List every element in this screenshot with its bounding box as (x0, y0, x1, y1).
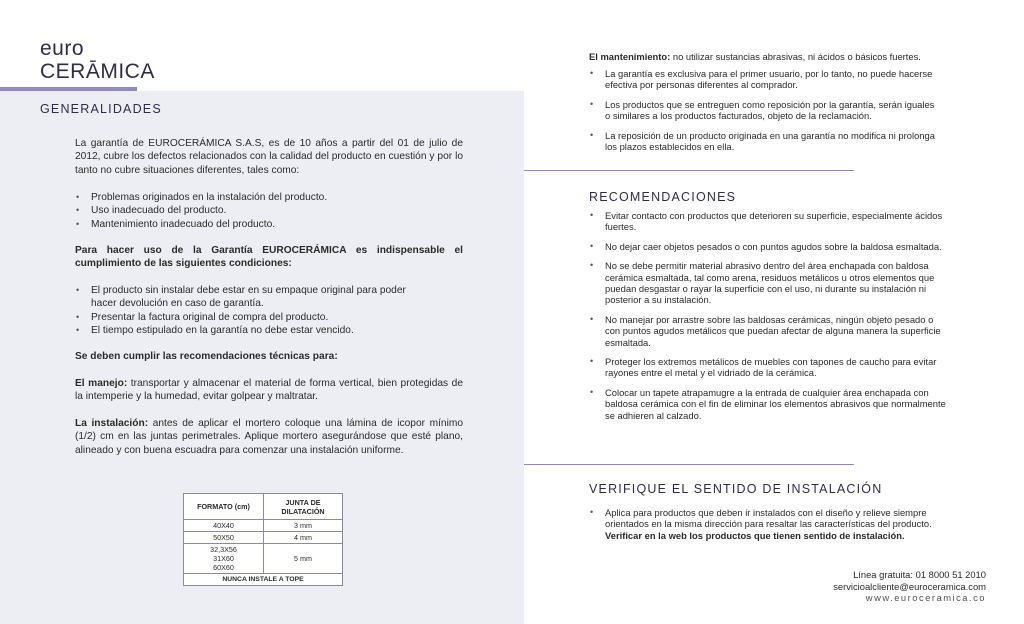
table-cell-formato: 50X50 (184, 532, 264, 544)
list-item: • El tiempo estipulado en la garantía no debe estar vencido. (75, 324, 420, 337)
technical-heading: Se deben cumplir las recomendaciones técnicas para: (75, 351, 338, 362)
section-divider (524, 170, 854, 171)
warranty-notes-list (589, 68, 939, 160)
table-cell-junta: 5 mm (264, 544, 343, 574)
list-item: • Mantenimiento inadecuado del producto. (75, 218, 463, 231)
list-item: • Problemas originados en la instalación del producto. (75, 191, 463, 204)
recommendations-list (589, 210, 947, 429)
format-value: 60X60 (213, 563, 234, 572)
verify-title: VERIFIQUE EL SENTIDO DE INSTALACIÓN (589, 482, 883, 496)
list-item: • Los productos que se entreguen como reposición por la garantía, serán iguales o similares a los productos facturados, objeto de la reclamación. (589, 99, 939, 122)
list-item: • No dejar caer objetos pesados o con puntos agudos sobre la baldosa esmaltada. (589, 241, 947, 252)
intro-paragraph: La garantía de EUROCERÁMICA S.A.S, es de 10 años a partir del 01 de julio de 2012, cubre los defectos relacionados con la calidad del producto en cuestión y por lo tanto no cubre situaciones diferentes, tales como: (75, 138, 463, 176)
verify-text: Aplica para productos que deben ir instalados con el diseño y relieve siempre orientados en la misma dirección para resaltar las características del producto. (605, 507, 932, 530)
manejo-text: transportar y almacenar el material de forma vertical, bien protegidas de la intemperie y la humedad, evitar golpear y maltratar. (75, 378, 463, 403)
maintenance-line (589, 51, 949, 62)
maintenance-label: El mantenimiento: (589, 51, 671, 62)
table-row (184, 520, 343, 532)
table-row (184, 532, 343, 544)
table-header-junta: JUNTA DE DILATACIÓN (264, 494, 343, 520)
contact-email[interactable]: servicioalcliente@euroceramica.com (833, 580, 986, 592)
euroceramica-logo (40, 38, 155, 82)
manejo-paragraph (75, 377, 463, 404)
table-footer-note: NUNCA INSTALE A TOPE (184, 574, 343, 586)
format-joint-table (183, 493, 343, 586)
instalacion-text: antes de aplicar el mortero coloque una lámina de icopor mínimo (1/2) cm en las juntas perimetrales. Aplique mortero asegurándose que esté plano, alineado y con buena escuadra para comenzar una instalación uniforme. (75, 418, 463, 456)
table-cell-junta: 4 mm (264, 532, 343, 544)
table-cell-formato: 40X40 (184, 520, 264, 532)
recommendations-title: RECOMENDACIONES (589, 190, 737, 204)
contact-website[interactable]: www.euroceramica.co (865, 592, 986, 604)
list-item: • La reposición de un producto originada en una garantía no modifica ni prolonga los plazos establecidos en ella. (589, 130, 939, 153)
list-item: • La garantía es exclusiva para el primer usuario, por lo tanto, no puede hacerse efectiva por personas diferentes al comprador. (589, 68, 939, 91)
list-item: • No se debe permitir material abrasivo dentro del área enchapada con baldosa cerámica esmaltada, tal como arena, residuos metálicos u otros elementos que puedan desgastar o rayar la superficie con el uso, ni durante su instalación ni posterior a su instalación. (589, 260, 947, 306)
conditions-list (75, 284, 420, 338)
verify-bold-text: Verificar en la web los productos que tienen sentido de instalación. (605, 529, 905, 541)
logo-accent-bar (0, 87, 137, 91)
instalacion-label: La instalación: (75, 418, 149, 429)
contact-phone: Línea gratuita: 01 8000 51 2010 (853, 569, 986, 580)
verify-list (589, 507, 947, 541)
list-item: • Uso inadecuado del producto. (75, 204, 463, 217)
table-footer-row (184, 574, 343, 586)
section-divider (524, 464, 854, 465)
table-cell-formato-group (184, 544, 264, 574)
list-item: • Presentar la factura original de compra del producto. (75, 311, 420, 324)
contact-block (833, 569, 986, 604)
format-value: 31X60 (213, 554, 234, 563)
list-item: • Proteger los extremos metálicos de muebles con tapones de caucho para evitar rayones entre el metal y el vidriado de la cerámica. (589, 356, 947, 379)
manejo-label: El manejo: (75, 378, 128, 389)
format-value: 32,3X56 (210, 545, 237, 554)
list-item (589, 507, 947, 541)
table-header-row (184, 494, 343, 520)
table-row (184, 544, 343, 574)
logo-line-2: CERĀMICA (40, 60, 155, 83)
generalidades-title: GENERALIDADES (40, 102, 162, 116)
list-item: • Evitar contacto con productos que deterioren su superficie, especialmente ácidos fuertes. (589, 210, 947, 233)
instalacion-paragraph (75, 417, 463, 457)
list-item: • No manejar por arrastre sobre las baldosas cerámicas, ningún objeto pesado o con puntos agudos metálicos que puedan afectar de alguna manera la superficie esmaltada. (589, 314, 947, 348)
not-covered-list (75, 191, 463, 231)
maintenance-text: no utilizar sustancias abrasivas, ni ácidos o básicos fuertes. (672, 51, 921, 62)
list-item: • Colocar un tapete atrapamugre a la entrada de cualquier área enchapada con baldosa cerámica con el fin de eliminar los elementos abrasivos que normalmente se adhieren al calzado. (589, 387, 947, 421)
table-header-formato: FORMATO (cm) (184, 494, 264, 520)
conditions-heading: Para hacer uso de la Garantía EUROCERÁMICA es indispensable el cumplimiento de las siguientes condiciones: (75, 245, 463, 270)
table-cell-junta: 3 mm (264, 520, 343, 532)
logo-line-1: euro (40, 37, 85, 60)
list-item: • El producto sin instalar debe estar en su empaque original para poder hacer devolución en caso de garantía. (75, 284, 420, 311)
